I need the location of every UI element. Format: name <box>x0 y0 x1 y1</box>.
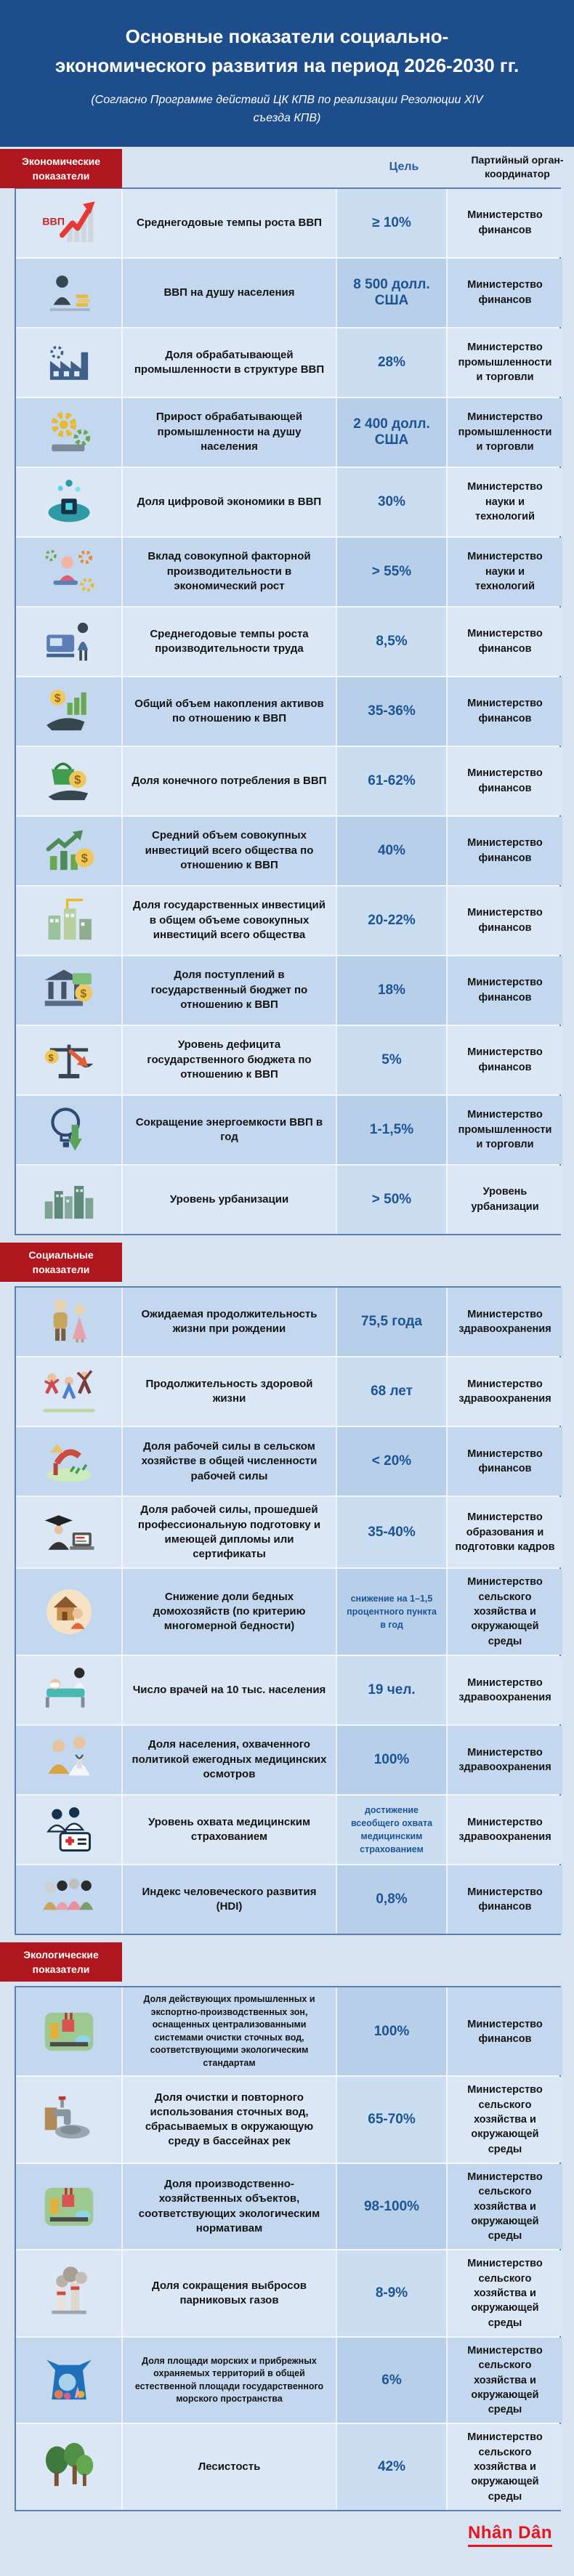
icon-cell <box>16 1427 121 1495</box>
icon-cell <box>16 189 121 257</box>
graduate-laptop-icon <box>41 1505 97 1560</box>
indicator-name: Уровень урбанизации <box>121 1166 336 1234</box>
icon-cell <box>16 468 121 536</box>
investment-chart-coin-icon <box>41 823 97 879</box>
target-value: 75,5 года <box>336 1288 446 1356</box>
table-row <box>16 189 559 257</box>
coordinator-name: Министерство финансов <box>446 747 562 815</box>
table-row <box>16 1495 559 1567</box>
coordinator-name: Министерство науки и технологий <box>446 538 562 606</box>
target-value: снижение на 1–1,5 процентного пункта в год <box>336 1569 446 1654</box>
tfp-person-gears-icon <box>41 544 97 599</box>
icon-cell <box>16 1357 121 1426</box>
footer <box>0 2511 574 2576</box>
icon-cell <box>16 259 121 327</box>
state-investment-buildings-icon <box>41 893 97 948</box>
gdp-growth-chart-icon <box>41 195 97 251</box>
table-row <box>16 2163 559 2249</box>
indicator-name: Доля населения, охваченного политикой ежегодных медицинских осмотров <box>121 1726 336 1794</box>
indicator-name: Доля сокращения выбросов парниковых газов <box>121 2250 336 2335</box>
indicator-name: Ожидаемая продолжительность жизни при рождении <box>121 1288 336 1356</box>
indicator-name: Доля государственных инвестиций в общем объеме совокупных инвестиций всего общества <box>121 887 336 955</box>
table-row <box>16 1426 559 1495</box>
icon-cell <box>16 1726 121 1794</box>
coordinator-name: Министерство сельского хозяйства и окружающей среды <box>446 2164 562 2249</box>
indicator-name: Вклад совокупной факторной производительности в экономический рост <box>121 538 336 606</box>
indicator-name: Число врачей на 10 тыс. населения <box>121 1656 336 1724</box>
icon-cell <box>16 607 121 676</box>
coordinator-name: Министерство сельского хозяйства и окружающей среды <box>446 2338 562 2423</box>
table-row <box>16 1724 559 1794</box>
target-value: 61-62% <box>336 747 446 815</box>
table-row <box>16 1655 559 1724</box>
hospital-bed-icon <box>41 1663 97 1718</box>
icon-cell <box>16 1166 121 1234</box>
table-row <box>16 1164 559 1234</box>
target-value: 18% <box>336 956 446 1025</box>
industrial-zone-map-icon <box>41 2004 97 2059</box>
svg-text:$: $ <box>54 692 60 705</box>
table-row <box>16 746 559 815</box>
indicator-name: Уровень дефицита государственного бюджета по отношению к ВВП <box>121 1026 336 1094</box>
table-row <box>16 815 559 885</box>
indicator-name: Среднегодовые темпы роста ВВП <box>121 189 336 257</box>
coordinator-name: Министерство здравоохранения <box>446 1796 562 1864</box>
table-row <box>16 1864 559 1934</box>
poor-household-house-icon <box>41 1584 97 1639</box>
target-value: 8 500 долл. США <box>336 259 446 327</box>
icon-cell <box>16 747 121 815</box>
svg-text:$: $ <box>79 988 86 1001</box>
indicator-name: Снижение доли бедных домохозяйств (по критерию многомерной бедности) <box>121 1569 336 1654</box>
coordinator-name: Министерство промышленности и торговли <box>446 398 562 467</box>
target-value: 28% <box>336 328 446 397</box>
icon-cell <box>16 1796 121 1864</box>
target-value: 20-22% <box>336 887 446 955</box>
table-row <box>16 1987 559 2075</box>
energy-bulb-icon <box>41 1102 97 1158</box>
coordinator-name: Уровень урбанизации <box>446 1166 562 1234</box>
coordinator-name: Министерство сельского хозяйства и окружающей среды <box>446 1569 562 1654</box>
svg-text:$: $ <box>81 851 88 865</box>
target-value: 8,5% <box>336 607 446 676</box>
coordinator-name: Министерство сельского хозяйства и окружающей среды <box>446 2250 562 2335</box>
coordinator-name: Министерство промышленности и торговли <box>446 328 562 397</box>
svg-text:ВВП: ВВП <box>41 216 65 228</box>
icon-cell <box>16 1656 121 1724</box>
target-value: 35-40% <box>336 1497 446 1567</box>
icon-cell <box>16 1497 121 1567</box>
icon-cell <box>16 538 121 606</box>
coordinator-name: Министерство финансов <box>446 817 562 885</box>
icon-cell <box>16 1096 121 1164</box>
table-row <box>16 606 559 676</box>
table-row <box>16 1356 559 1426</box>
indicator-name: Доля площади морских и прибрежных охраняемых территорий в общей естественной площади государственного морского пространства <box>121 2338 336 2423</box>
section-badge-economic: Экономические показатели <box>0 149 122 189</box>
table-row <box>16 1025 559 1094</box>
indicator-name: Доля поступлений в государственный бюджет по отношению к ВВП <box>121 956 336 1025</box>
indicator-name: Доля конечного потребления в ВВП <box>121 747 336 815</box>
table-row <box>16 257 559 327</box>
target-value: > 55% <box>336 538 446 606</box>
table-row <box>16 2249 559 2335</box>
indicator-name: Среднегодовые темпы роста производительности труда <box>121 607 336 676</box>
table-row <box>16 676 559 746</box>
coordinator-name: Министерство образования и подготовки кадров <box>446 1497 562 1567</box>
icon-cell <box>16 677 121 746</box>
coordinator-name: Министерство финансов <box>446 887 562 955</box>
svg-text:$: $ <box>48 1051 54 1063</box>
target-value: 6% <box>336 2338 446 2423</box>
target-value: 65-70% <box>336 2077 446 2162</box>
gdp-per-capita-icon <box>41 265 97 320</box>
icon-cell <box>16 2250 121 2335</box>
table-row <box>16 2075 559 2162</box>
table-row <box>16 536 559 606</box>
target-value: 35-36% <box>336 677 446 746</box>
coordinator-name: Министерство финансов <box>446 956 562 1025</box>
coordinator-name: Министерство финансов <box>446 1026 562 1094</box>
indicator-name: Доля рабочей силы в сельском хозяйстве в общей численности рабочей силы <box>121 1427 336 1495</box>
table-row <box>16 467 559 536</box>
target-value: 0,8% <box>336 1865 446 1934</box>
labor-productivity-machine-icon <box>41 614 97 669</box>
marine-protected-area-icon <box>41 2353 97 2408</box>
indicator-name: Уровень охвата медицинским страхованием <box>121 1796 336 1864</box>
coordinator-name: Министерство финансов <box>446 677 562 746</box>
target-value: 40% <box>336 817 446 885</box>
nhan-dan-logo: Nhân Dân <box>468 2523 552 2547</box>
table-row <box>16 2336 559 2423</box>
indicator-name: Доля производственно-хозяйственных объектов, соответствующих экологическим нормативам <box>121 2164 336 2249</box>
icon-cell <box>16 887 121 955</box>
target-value: 1-1,5% <box>336 1096 446 1164</box>
icon-cell <box>16 2164 121 2249</box>
table-row <box>16 397 559 467</box>
target-value: > 50% <box>336 1166 446 1234</box>
table-row <box>16 885 559 955</box>
coordinator-column-label: Партийный орган-координатор <box>471 153 564 179</box>
section-badge-social: Социальные показатели <box>0 1243 122 1283</box>
indicator-table <box>15 1286 561 1934</box>
smokestacks-emissions-icon <box>41 2266 97 2321</box>
indicator-name: Прирост обрабатывающей промышленности на душу населения <box>121 398 336 467</box>
health-insurance-card-icon <box>41 1802 97 1857</box>
indicator-name: Индекс человеческого развития (HDI) <box>121 1865 336 1934</box>
indicator-name: Общий объем накопления активов по отношению к ВВП <box>121 677 336 746</box>
table-row <box>16 1094 559 1164</box>
tables-container <box>0 187 574 2511</box>
page-title: Основные показатели социально-экономического развития на период 2026-2030 гг. <box>54 25 520 77</box>
target-value: 5% <box>336 1026 446 1094</box>
budget-deficit-scales-icon <box>41 1033 97 1088</box>
coordinator-name: Министерство сельского хозяйства и окружающей среды <box>446 2077 562 2162</box>
target-value: ≥ 10% <box>336 189 446 257</box>
coordinator-name: Министерство финансов <box>446 259 562 327</box>
table-row <box>16 1567 559 1654</box>
coordinator-name: Министерство сельского хозяйства и окружающей среды <box>446 2424 562 2509</box>
target-value: достижение всеобщего охвата медицинским страхованием <box>336 1796 446 1864</box>
target-value: 30% <box>336 468 446 536</box>
icon-cell <box>16 2077 121 2162</box>
coordinator-name: Министерство финансов <box>446 1987 562 2075</box>
digital-economy-chip-icon <box>41 475 97 530</box>
target-value: 8-9% <box>336 2250 446 2335</box>
column-header-band <box>0 147 574 187</box>
icon-cell <box>16 1569 121 1654</box>
infographic-header <box>0 0 574 147</box>
asset-accumulation-hand-icon <box>41 684 97 739</box>
wastewater-pipe-icon <box>41 2092 97 2147</box>
icon-cell <box>16 817 121 885</box>
people-group-icon <box>41 1872 97 1927</box>
production-facilities-map-icon <box>41 2179 97 2234</box>
target-value: < 20% <box>336 1427 446 1495</box>
indicator-name: Лесистость <box>121 2424 336 2509</box>
coordinator-name: Министерство финансов <box>446 1427 562 1495</box>
indicator-name: Доля обрабатывающей промышленности в структуре ВВП <box>121 328 336 397</box>
icon-cell <box>16 1865 121 1934</box>
urbanization-city-icon <box>41 1172 97 1227</box>
icon-cell <box>16 1288 121 1356</box>
coordinator-name: Министерство здравоохранения <box>446 1357 562 1426</box>
icon-cell <box>16 328 121 397</box>
svg-text:$: $ <box>73 772 81 787</box>
table-row <box>16 1288 559 1356</box>
manufacturing-gear-robot-icon <box>41 405 97 460</box>
target-value: 100% <box>336 1726 446 1794</box>
forest-trees-icon <box>41 2439 97 2495</box>
family-exercise-icon <box>41 1364 97 1419</box>
table-row <box>16 1794 559 1864</box>
indicator-name: Доля очистки и повторного использования сточных вод, сбрасываемых в окружающую среду в бассейнах рек <box>121 2077 336 2162</box>
icon-cell <box>16 1026 121 1094</box>
coordinator-name: Министерство финансов <box>446 189 562 257</box>
target-value: 2 400 долл. США <box>336 398 446 467</box>
table-row <box>16 327 559 397</box>
indicator-name: Продолжительность здоровой жизни <box>121 1357 336 1426</box>
indicator-table <box>15 1986 561 2511</box>
table-row <box>16 2423 559 2509</box>
icon-cell <box>16 2424 121 2509</box>
icon-cell <box>16 2338 121 2423</box>
section-badge-ecological: Экологические показатели <box>0 1942 122 1982</box>
target-value: 68 лет <box>336 1357 446 1426</box>
coordinator-name: Министерство здравоохранения <box>446 1726 562 1794</box>
doctor-patient-icon <box>41 1732 97 1788</box>
target-value: 98-100% <box>336 2164 446 2249</box>
coordinator-name: Министерство здравоохранения <box>446 1288 562 1356</box>
target-value: 100% <box>336 1987 446 2075</box>
indicator-name: Доля действующих промышленных и экспортно-производственных зон, оснащенных централизованными системами очистки сточных вод, соответствующими экологическим стандартам <box>121 1987 336 2075</box>
elderly-couple-icon <box>41 1294 97 1349</box>
indicator-name: ВВП на душу населения <box>121 259 336 327</box>
coordinator-name: Министерство промышленности и торговли <box>446 1096 562 1164</box>
manufacturing-factory-icon <box>41 335 97 390</box>
consumption-basket-icon <box>41 754 97 809</box>
icon-cell <box>16 956 121 1025</box>
coordinator-name: Министерство здравоохранения <box>446 1656 562 1724</box>
indicator-name: Доля цифровой экономики в ВВП <box>121 468 336 536</box>
farmer-field-icon <box>41 1434 97 1489</box>
budget-bank-icon <box>41 963 97 1018</box>
page-subtitle: (Согласно Программе действий ЦК КПВ по реализации Резолюции XIV съезда КПВ) <box>91 93 483 125</box>
coordinator-name: Министерство финансов <box>446 607 562 676</box>
indicator-name: Сокращение энергоемкости ВВП в год <box>121 1096 336 1164</box>
table-row <box>16 955 559 1025</box>
coordinator-name: Министерство финансов <box>446 1865 562 1934</box>
icon-cell <box>16 1987 121 2075</box>
indicator-name: Доля рабочей силы, прошедшей профессиональную подготовку и имеющей дипломы или сертификаты <box>121 1497 336 1567</box>
coordinator-name: Министерство науки и технологий <box>446 468 562 536</box>
icon-cell <box>16 398 121 467</box>
target-value: 19 чел. <box>336 1656 446 1724</box>
indicator-table <box>15 187 561 1235</box>
goal-column-label: Цель <box>389 160 419 173</box>
target-value: 42% <box>336 2424 446 2509</box>
indicator-name: Средний объем совокупных инвестиций всего общества по отношению к ВВП <box>121 817 336 885</box>
